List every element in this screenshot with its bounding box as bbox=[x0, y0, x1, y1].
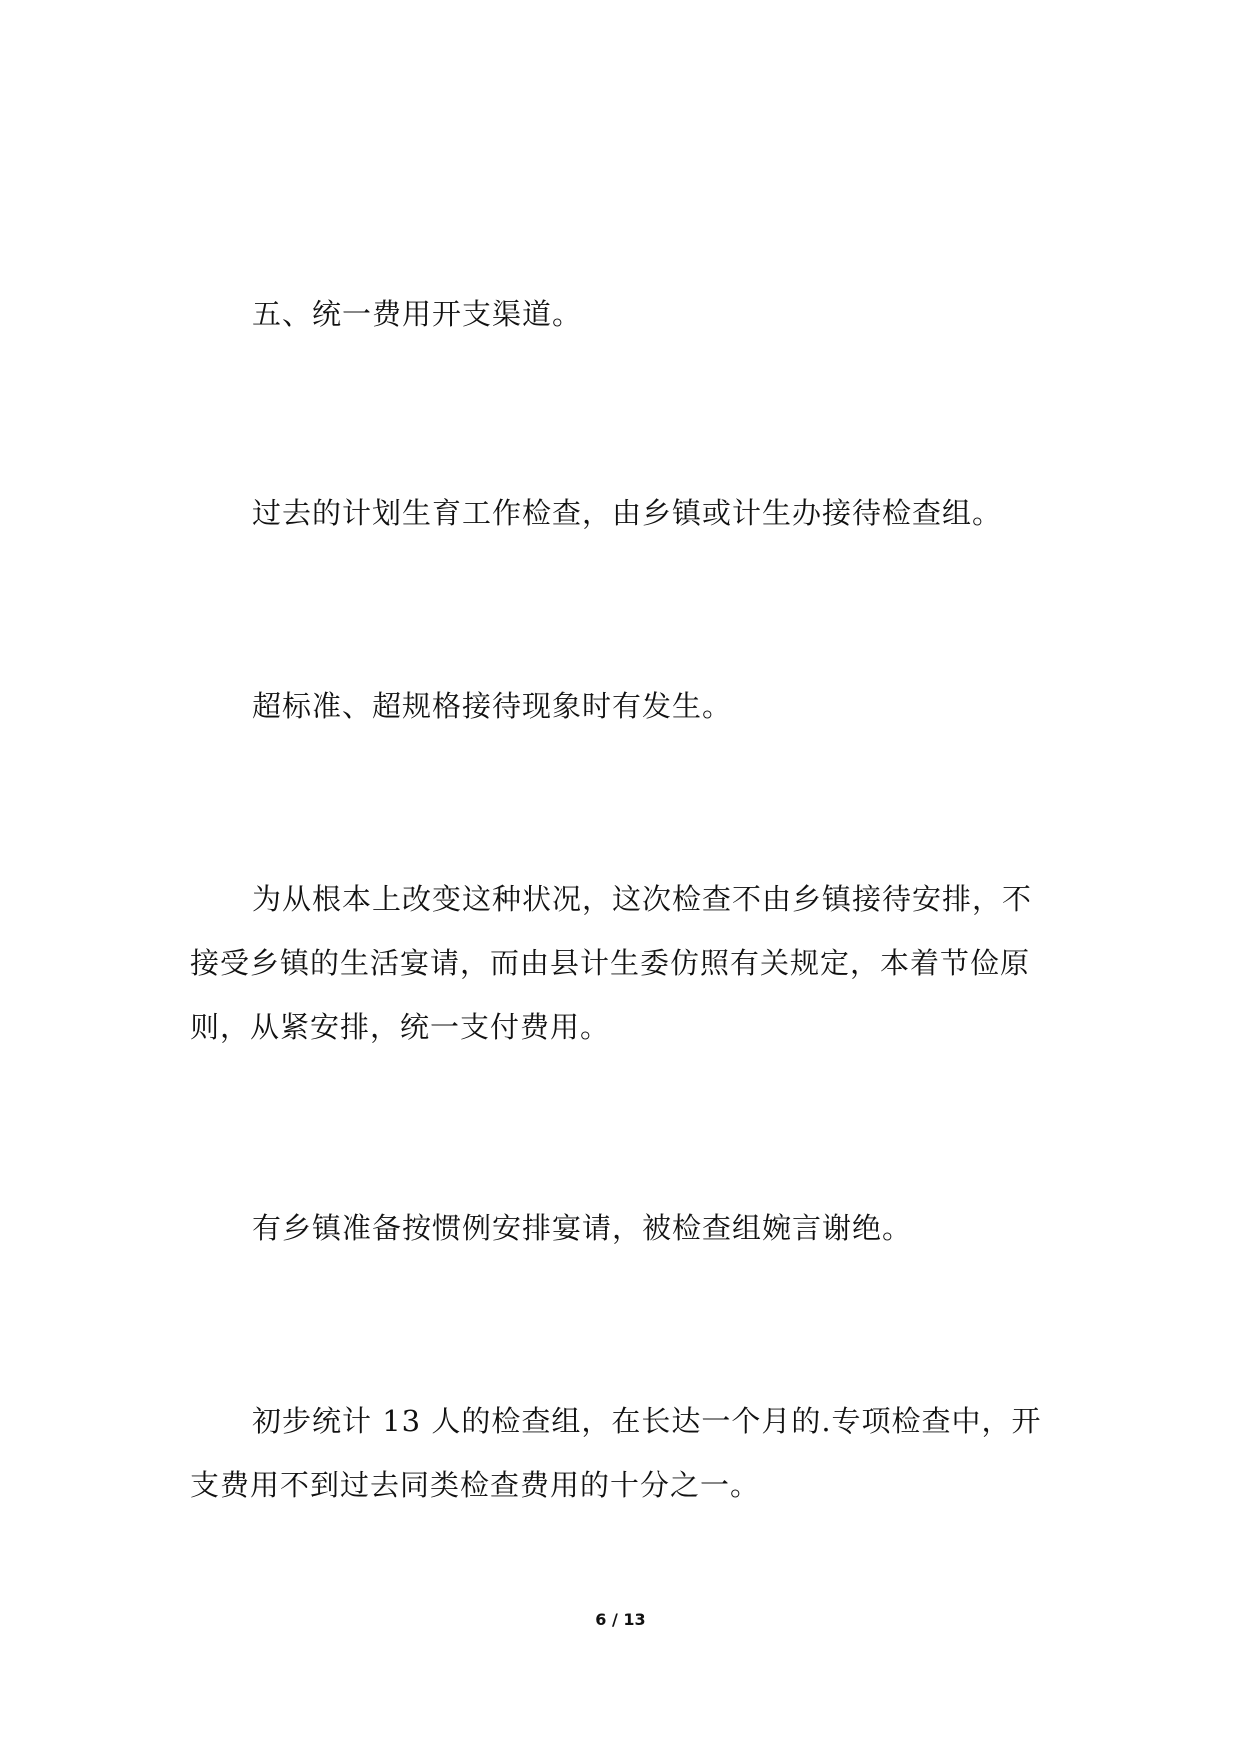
paragraph-5: 有乡镇准备按惯例安排宴请，被检查组婉言谢绝。 bbox=[252, 1211, 913, 1245]
page-number: 6 / 13 bbox=[595, 1610, 646, 1629]
paragraph-6: 初步统计 13 人的检查组，在长达一个月的.专项检查中，开支费用不到过去同类检查费用的十分之一。 bbox=[190, 1404, 1042, 1502]
paragraph-1: 五、统一费用开支渠道。 bbox=[252, 297, 583, 331]
paragraph-2: 过去的计划生育工作检查，由乡镇或计生办接待检查组。 bbox=[252, 496, 1003, 530]
paragraph-4: 为从根本上改变这种状况，这次检查不由乡镇接待安排，不接受乡镇的生活宴请，而由县计生委仿照有关规定，本着节俭原则，从紧安排，统一支付费用。 bbox=[190, 882, 1033, 1044]
paragraph-3: 超标准、超规格接待现象时有发生。 bbox=[252, 689, 733, 723]
